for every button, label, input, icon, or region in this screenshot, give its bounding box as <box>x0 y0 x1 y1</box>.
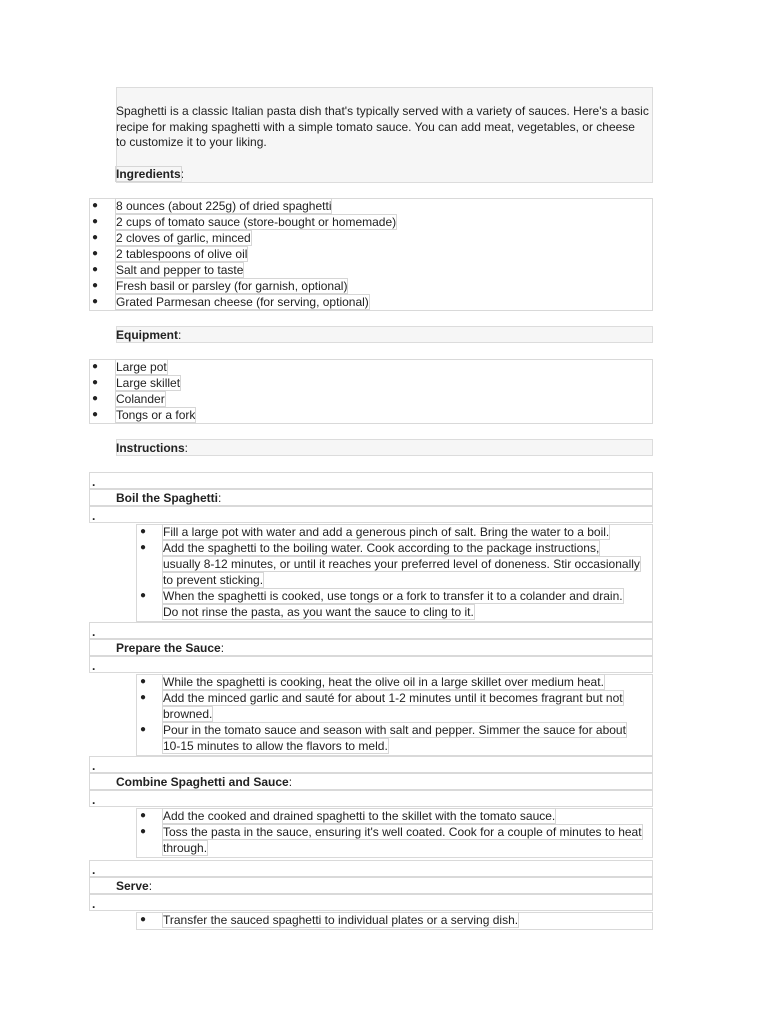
instructions-heading: Instructions: <box>116 441 189 455</box>
equipment-text: Large pot <box>116 360 167 374</box>
step-line-text: Add the minced garlic and sauté for about 1-2 minutes until it becomes fragrant but not <box>163 691 623 705</box>
equipment-item <box>116 376 180 390</box>
step-line-text: Pour in the tomato sauce and season with salt and pepper. Simmer the sauce for about <box>163 723 626 737</box>
step-line <box>163 605 474 619</box>
ingredient-text: Fresh basil or parsley (for garnish, optional) <box>116 279 348 293</box>
step-line-text: Add the spaghetti to the boiling water. Cook according to the package instructions, <box>163 541 600 555</box>
sublist-bullet: ● <box>140 692 147 703</box>
step-line-text: Toss the pasta in the sauce, ensuring it's well coated. Cook for a couple of minutes to heat <box>163 825 642 839</box>
step-title-colon: : <box>220 641 225 655</box>
step-marker-row <box>89 622 653 639</box>
step-line <box>163 675 604 689</box>
intro-line: Spaghetti is a classic Italian pasta dish that's typically served with a variety of sauces. Here's a basic <box>116 104 649 118</box>
step-line <box>163 573 263 587</box>
ingredient-item <box>116 231 251 245</box>
step-line-text: When the spaghetti is cooked, use tongs or a fork to transfer it to a colander and drain. <box>163 589 623 603</box>
sublist-bullet: ● <box>140 590 147 601</box>
intro-line: to customize it to your liking. <box>116 135 267 149</box>
sublist-bullet: ● <box>140 724 147 735</box>
step-marker-row <box>89 472 653 489</box>
ingredient-item <box>116 263 243 277</box>
step-title-colon: : <box>218 491 222 505</box>
intro-line: recipe for making spaghetti with a simple tomato sauce. You can add meat, vegetables, or cheese <box>116 120 635 134</box>
step-line-text: 10-15 minutes to allow the flavors to meld. <box>163 739 388 753</box>
equipment-item <box>116 392 165 406</box>
step-line-text: While the spaghetti is cooking, heat the olive oil in a large skillet over medium heat. <box>163 675 604 689</box>
ingredient-item <box>116 247 247 261</box>
step-line <box>163 723 626 737</box>
list-bullet: ● <box>92 361 99 372</box>
step-marker: . <box>92 897 96 911</box>
equipment-heading-bar <box>116 326 653 343</box>
step-line <box>163 825 642 839</box>
step-title-text: Serve <box>116 879 149 893</box>
list-bullet: ● <box>92 377 99 388</box>
sublist-bullet: ● <box>140 914 147 925</box>
step-marker-row <box>89 860 653 877</box>
equipment-text: Large skillet <box>116 376 181 390</box>
step-line <box>163 541 599 555</box>
list-bullet: ● <box>92 280 99 291</box>
step-title-text: Prepare the Sauce <box>116 641 221 655</box>
step-line <box>163 707 212 721</box>
step-line <box>163 739 388 753</box>
list-bullet: ● <box>92 200 99 211</box>
ingredient-text: 8 ounces (about 225g) of dried spaghetti <box>116 199 332 213</box>
step-line <box>163 525 609 539</box>
equipment-item <box>116 408 195 422</box>
step-line <box>163 809 555 823</box>
equipment-heading: Equipment: <box>116 328 182 342</box>
step-line-text: through. <box>163 841 208 855</box>
list-bullet: ● <box>92 393 99 404</box>
step-line <box>163 589 623 603</box>
step-title-row <box>89 877 653 894</box>
step-line <box>163 557 640 571</box>
step-marker: . <box>92 863 96 877</box>
step-marker-row <box>89 790 653 807</box>
step-title-colon: : <box>288 775 293 789</box>
sublist-bullet: ● <box>140 826 147 837</box>
step-marker-row <box>89 894 653 911</box>
list-bullet: ● <box>92 248 99 259</box>
ingredient-item <box>116 279 347 293</box>
step-marker: . <box>92 793 96 807</box>
equipment-text: Tongs or a fork <box>116 408 196 422</box>
instructions-heading-bar <box>116 439 653 456</box>
step-line-text: Add the cooked and drained spaghetti to the skillet with the tomato sauce. <box>163 809 556 823</box>
ingredient-text: 2 cloves of garlic, minced <box>116 231 251 245</box>
list-bullet: ● <box>92 216 99 227</box>
step-line-text: browned. <box>163 707 213 721</box>
step-marker: . <box>92 475 96 489</box>
sublist-bullet: ● <box>140 676 147 687</box>
step-line-text: Do not rinse the pasta, as you want the sauce to cling to it. <box>163 605 474 619</box>
step-title <box>116 879 152 893</box>
ingredient-item <box>116 295 369 309</box>
step-marker: . <box>92 659 96 673</box>
step-marker-row <box>89 756 653 773</box>
ingredient-text: 2 tablespoons of olive oil <box>116 247 248 261</box>
list-bullet: ● <box>92 264 99 275</box>
step-title <box>116 641 224 655</box>
step-title-colon: : <box>148 879 153 893</box>
step-line <box>163 913 518 927</box>
step-title-text: Combine Spaghetti and Sauce <box>116 775 289 789</box>
list-bullet: ● <box>92 232 99 243</box>
ingredient-text: Grated Parmesan cheese (for serving, optional) <box>116 295 369 309</box>
step-marker: . <box>92 625 96 639</box>
sublist-bullet: ● <box>140 810 147 821</box>
ingredient-item <box>116 199 331 213</box>
step-line-text: usually 8-12 minutes, or until it reaches your preferred level of doneness. Stir occasionally <box>163 557 640 571</box>
step-marker: . <box>92 509 96 523</box>
equipment-text: Colander <box>116 392 165 406</box>
step-title-text: Boil the Spaghetti <box>116 491 218 505</box>
list-bullet: ● <box>92 296 99 307</box>
step-title <box>116 775 292 789</box>
step-marker-row <box>89 506 653 523</box>
step-marker-row <box>89 656 653 673</box>
step-marker: . <box>92 759 96 773</box>
list-bullet: ● <box>92 409 99 420</box>
equipment-item <box>116 360 167 374</box>
ingredient-text: Salt and pepper to taste <box>116 263 244 277</box>
step-line <box>163 841 207 855</box>
ingredient-text: 2 cups of tomato sauce (store-bought or homemade) <box>116 215 397 229</box>
ingredients-heading: Ingredients: <box>116 167 185 181</box>
step-line <box>163 691 623 705</box>
step-title <box>116 491 221 505</box>
ingredient-item <box>116 215 396 229</box>
step-line-text: Fill a large pot with water and add a generous pinch of salt. Bring the water to a boil. <box>163 525 610 539</box>
step-line-text: to prevent sticking. <box>163 573 264 587</box>
sublist-bullet: ● <box>140 542 147 553</box>
step-line-text: Transfer the sauced spaghetti to individual plates or a serving dish. <box>163 913 519 927</box>
sublist-bullet: ● <box>140 526 147 537</box>
